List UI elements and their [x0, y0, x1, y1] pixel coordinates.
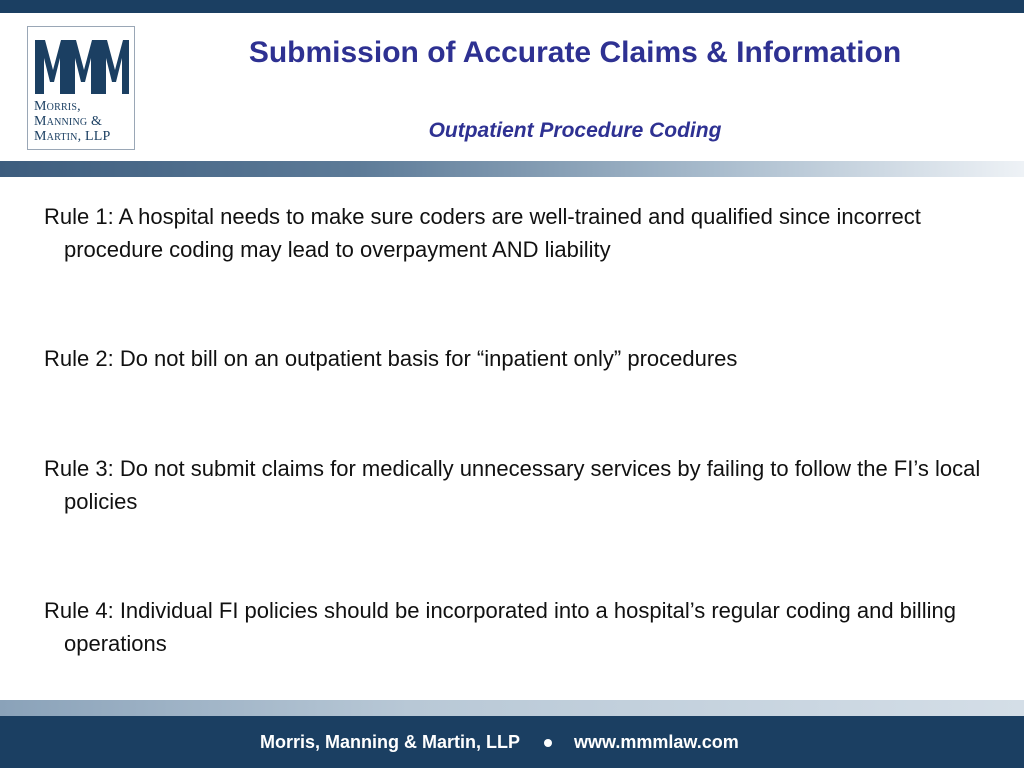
rule-3: Rule 3: Do not submit claims for medically unnecessary services by failing to follow the FI’s local policies — [44, 456, 981, 514]
slide-title: Submission of Accurate Claims & Information — [248, 36, 902, 69]
footer-divider — [0, 700, 1024, 716]
bullet-dot-icon — [544, 739, 552, 747]
firm-logo — [27, 26, 135, 150]
logo-line-1: Morris, — [34, 99, 81, 114]
footer-website: www.mmmlaw.com — [574, 732, 739, 752]
slide-subtitle: Outpatient Procedure Coding — [428, 119, 722, 142]
rule-2: Rule 2: Do not bill on an outpatient basis for “inpatient only” procedures — [44, 346, 738, 371]
footer-firm-name: Morris, Manning & Martin, LLP — [260, 732, 520, 752]
top-bar — [0, 0, 1024, 13]
logo-line-3: Martin, LLP — [34, 129, 111, 144]
footer-bar — [0, 716, 1024, 768]
logo-text — [34, 99, 134, 144]
logo-line-2: Manning & — [34, 114, 103, 129]
rule-4: Rule 4: Individual FI policies should be incorporated into a hospital’s regular coding and billing operations — [44, 598, 956, 656]
mmm-logo-icon — [33, 32, 131, 96]
rule-1: Rule 1: A hospital needs to make sure coders are well-trained and qualified since incorrect procedure coding may lead to overpayment AND liability — [44, 204, 921, 262]
header-divider — [0, 161, 1024, 177]
